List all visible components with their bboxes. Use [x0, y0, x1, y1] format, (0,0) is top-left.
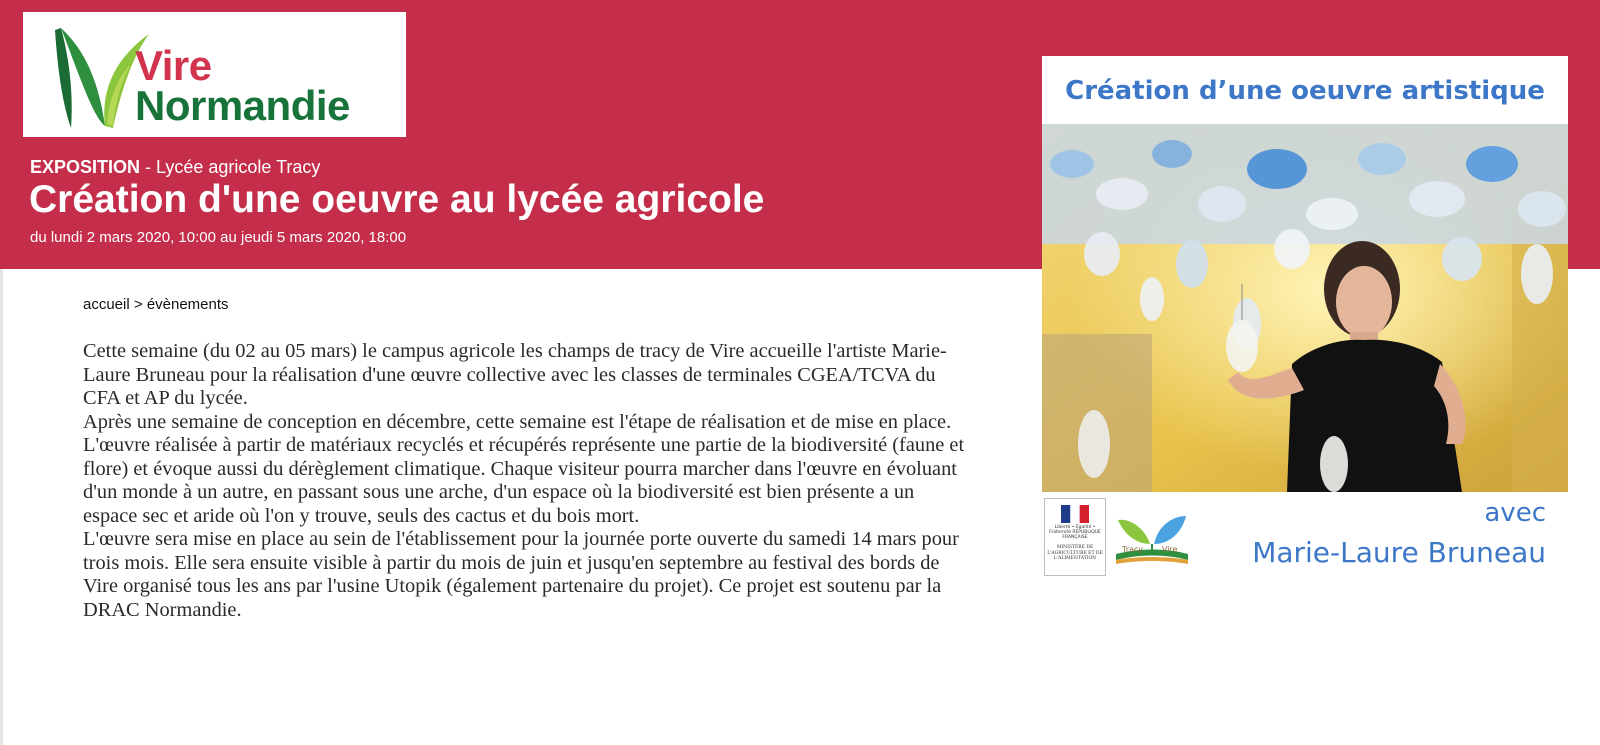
marianne-flag-icon [1061, 505, 1089, 523]
page-title: Création d'une oeuvre au lycée agricole [29, 178, 765, 221]
poster-avec: avec [1484, 498, 1546, 528]
ministry-logo-icon [1044, 498, 1106, 576]
logo-wordmark-normandie: Normandie [135, 82, 350, 129]
event-poster[interactable] [1042, 56, 1568, 576]
artist-photo [1042, 124, 1568, 492]
left-page-rule [0, 268, 3, 745]
article-paragraph: L'œuvre sera mise en place au sein de l'établissement pour la journée porte ouverte du samedi 14 mars pour trois mois. Elle sera ensuite visible à partir du mois de juin et jusqu'en septembre au festival des bords de Vire organisé tous les ans par l'usine Utopik (également partenaire du projet). Ce projet est soutenu par la DRAC Normandie. [83, 528, 959, 621]
event-description [83, 340, 973, 622]
event-category: EXPOSITION [30, 157, 141, 177]
tracy-vire-logo-icon [1114, 504, 1190, 566]
breadcrumb-home-link[interactable]: accueil [83, 296, 130, 313]
ministry-caption-top: Liberté • Égalité • Fraternité RÉPUBLIQUE FRANÇAISE [1049, 525, 1101, 540]
event-venue: - Lycée agricole Tracy [140, 157, 321, 177]
article-paragraph: Cette semaine (du 02 au 05 mars) le campus agricole les champs de tracy de Vire accueille l'artiste Marie-Laure Bruneau pour la réalisation d'une œuvre collective avec les classes de terminales CGEA/TCVA du CFA et AP du lycée. [83, 340, 947, 409]
poster-heading: Création d’une oeuvre artistique [1065, 76, 1545, 106]
article-paragraph: Après une semaine de conception en décembre, cette semaine est l'étape de réalisation et de mise en place. L'œuvre réalisée à partir de matériaux recyclés et récupérés représente une partie de la biodiversité (faune et flore) et évoque aussi du dérèglement climatique. Chaque visiteur pourra marcher dans l'œuvre en évoluant d'un monde à un autre, en passant sous une arche, d'un espace où la biodiversité est bien présente a un espace sec et aride où l'on y trouve, seuls des cactus et du bois mort. [83, 410, 965, 527]
tracy-logo-text-right: Vire [1162, 545, 1178, 554]
vire-normandie-logo[interactable] [23, 12, 406, 137]
event-date-range: du lundi 2 mars 2020, 10:00 au jeudi 5 mars 2020, 18:00 [30, 229, 407, 246]
tracy-logo-text-left: Tracy [1122, 545, 1144, 554]
breadcrumb-separator: > [129, 296, 147, 313]
logo-wordmark-vire: Vire [135, 42, 212, 89]
breadcrumb [83, 296, 229, 313]
event-eyebrow [30, 157, 320, 178]
breadcrumb-current-link[interactable]: évènements [146, 296, 229, 313]
poster-footer [1042, 492, 1568, 576]
poster-artist-name: Marie-Laure Bruneau [1252, 536, 1546, 569]
ministry-caption-bottom: MINISTÈRE DE L'AGRICULTURE ET DE L'ALIMENTATION [1047, 545, 1103, 561]
